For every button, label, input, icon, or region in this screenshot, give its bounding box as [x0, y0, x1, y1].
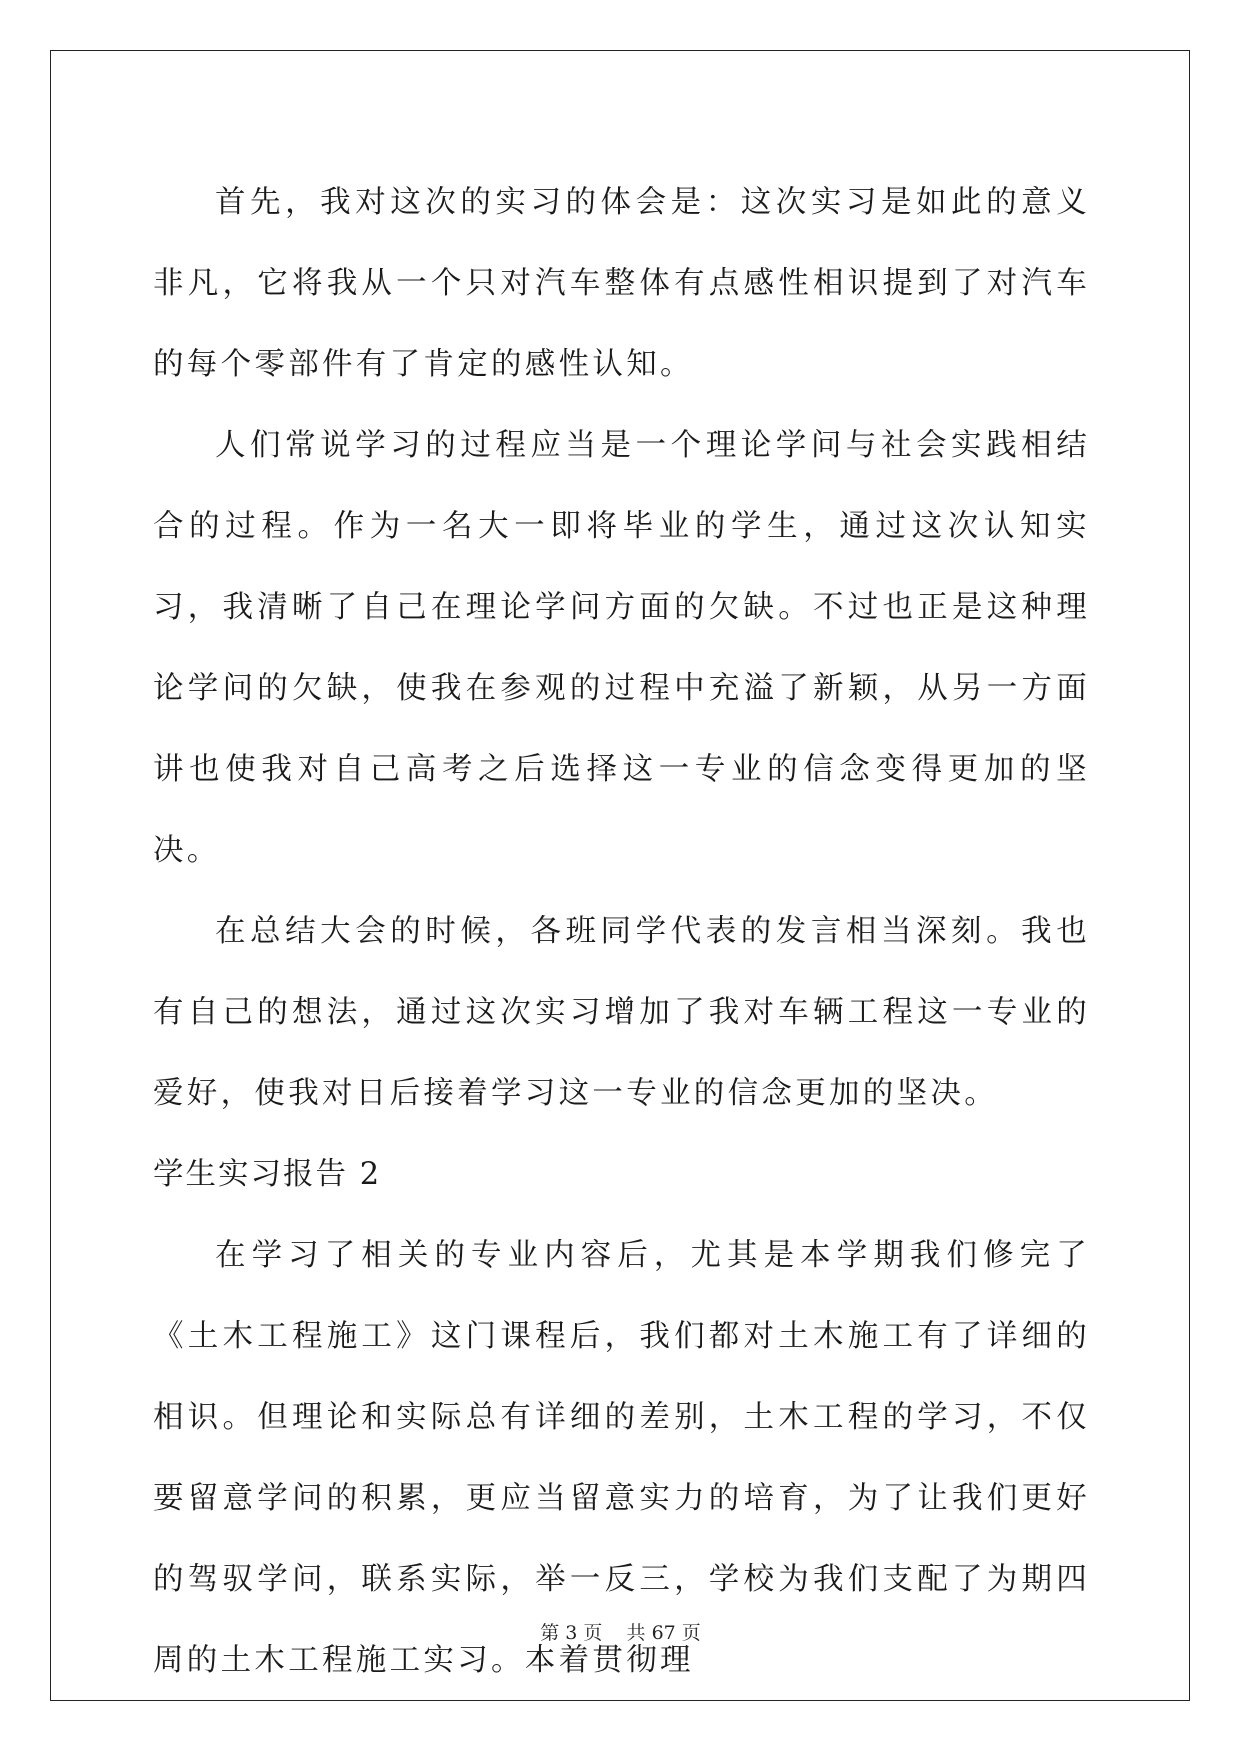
- paragraph-2: 人们常说学习的过程应当是一个理论学问与社会实践相结合的过程。作为一名大一即将毕业的学生，通过这次认知实习，我清晰了自己在理论学问方面的欠缺。不过也正是这种理论学问的欠缺，使我在参观的过程中充溢了新颖，从另一方面讲也使我对自己高考之后选择这一专业的信念变得更加的坚决。: [153, 428, 1090, 868]
- paragraph-4: 在学习了相关的专业内容后，尤其是本学期我们修完了《土木工程施工》这门课程后，我们都对土木施工有了详细的相识。但理论和实际总有详细的差别，土木工程的学习，不仅要留意学问的积累，更应当留意实力的培育，为了让我们更好的驾驭学问，联系实际，举一反三，学校为我们支配了为期四周的土木工程施工实习。本着贯彻理: [153, 1238, 1090, 1678]
- paragraph-3: 在总结大会的时候，各班同学代表的发言相当深刻。我也有自己的想法，通过这次实习增加了我对车辆工程这一专业的爱好，使我对日后接着学习这一专业的信念更加的坚决。: [153, 914, 1090, 1111]
- page-number: 第 3 页: [540, 1622, 603, 1644]
- page-total: 共 67 页: [626, 1622, 701, 1644]
- paragraph-1: 首先，我对这次的实习的体会是：这次实习是如此的意义非凡，它将我从一个只对汽车整体有点感性相识提到了对汽车的每个零部件有了肯定的感性认知。: [153, 185, 1090, 382]
- page-footer: [0, 1618, 1241, 1645]
- section-title: 学生实习报告 2: [153, 1157, 382, 1192]
- document-body: [153, 162, 1090, 1701]
